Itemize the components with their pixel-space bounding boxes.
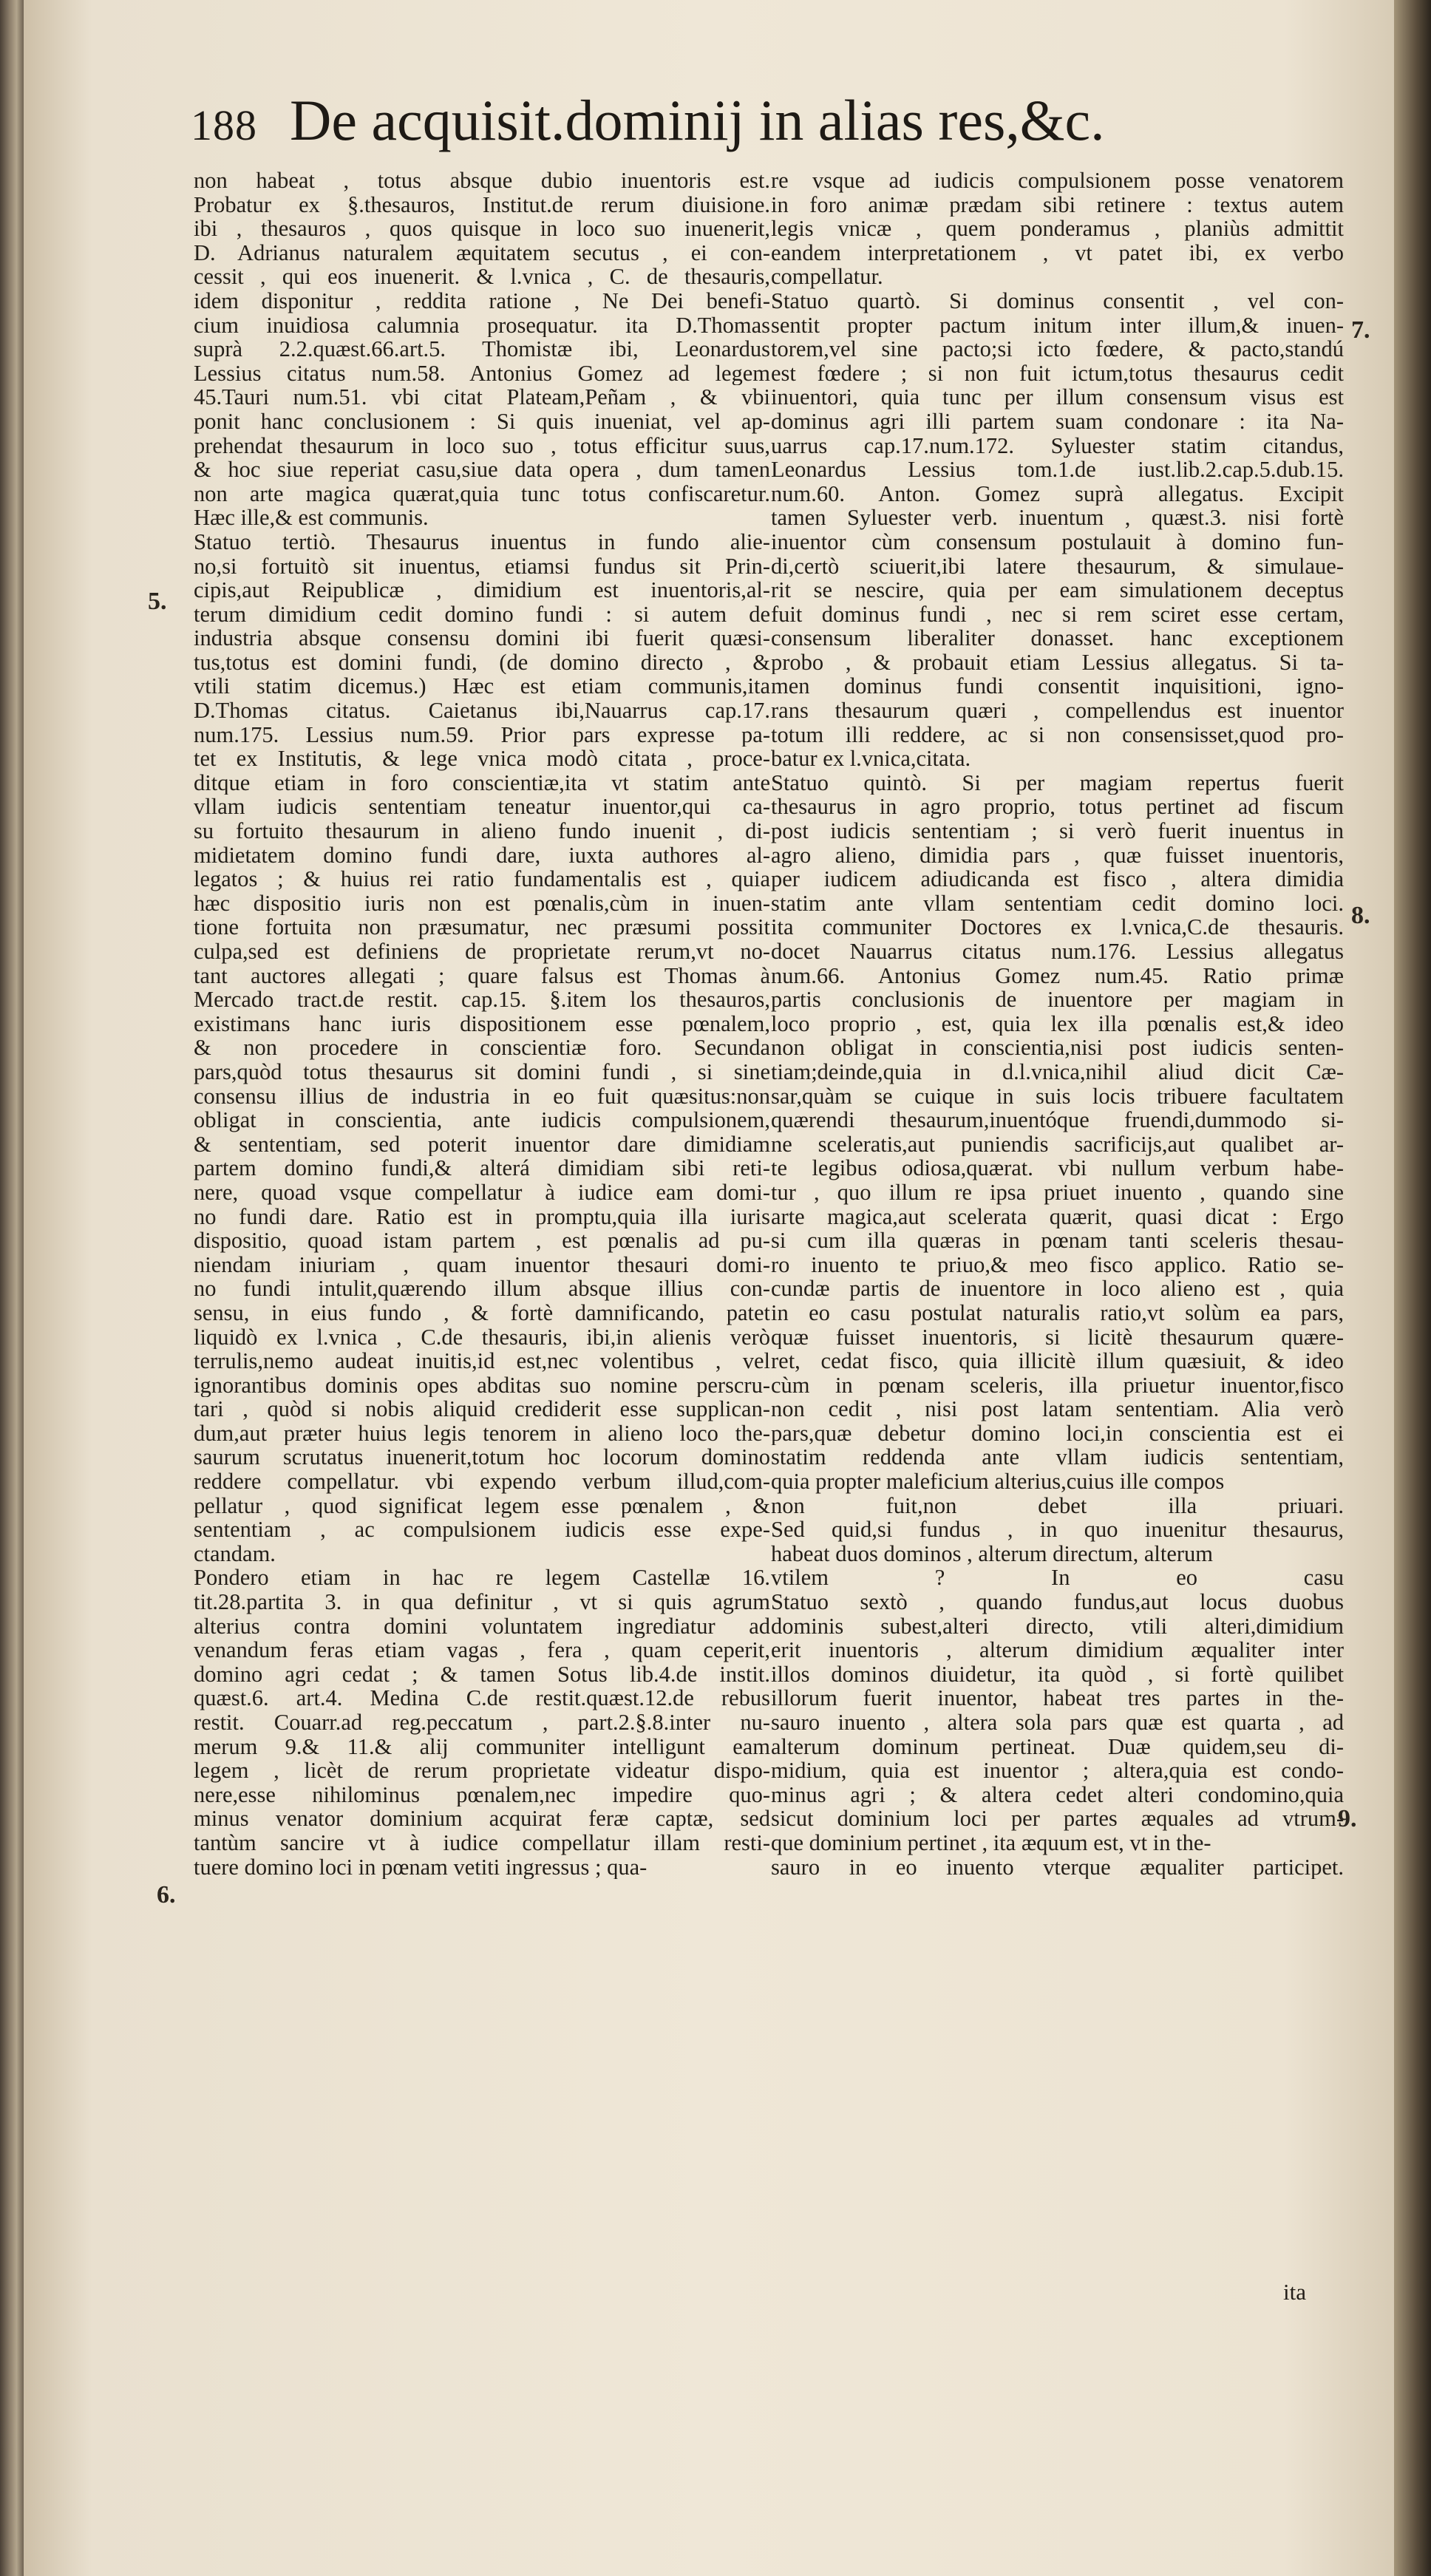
right-text-column [771,169,1344,1879]
text-line: no,si fortuitò sit inuentus, etiamsi fundus sit Prin- [194,554,770,579]
text-line: non obligat in conscientia,nisi post iudicis senten- [771,1036,1344,1060]
text-line: venandum feras etiam vagas , fera , quam ceperit, [194,1638,770,1662]
text-line: dominis subest,alteri directo, vtili alteri,dimidium [771,1614,1344,1639]
text-line: thesaurus in agro proprio, totus pertinet ad fiscum [771,795,1344,820]
text-line: sauro in eo inuento vterque æqualiter participet. [771,1855,1344,1880]
text-line: tione fortuita non præsumatur, nec præsumi possit [194,915,770,939]
text-line: rit se nescire, quia per eam simulationem deceptus [771,578,1344,602]
text-line: terum dimidium cedit domino fundi : si autem de [194,602,770,627]
margin-number-6: 6. [157,1881,176,1909]
text-line: & sententiam, sed poterit inuentor dare dimidiam [194,1132,770,1157]
text-line: tiam;deinde,quia in d.l.vnica,nihil aliud dicit Cæ- [771,1059,1344,1084]
text-line: men dominus fundi consentit inquisitioni, igno- [771,674,1344,699]
text-line: re vsque ad iudicis compulsionem posse venatorem [771,169,1344,193]
text-line: culpa,sed est definiens de proprietate rerum,vt no- [194,939,770,964]
text-line: sensu, in eius fundo , & fortè damnificando, patet [194,1300,770,1325]
text-line: legis vnicæ , quem ponderamus , planiùs admittit [771,217,1344,241]
left-text-column [194,169,770,1879]
text-line: vtili statim dicemus.) Hæc est etiam communis,ita [194,674,770,699]
text-line: non cedit , nisi post latam sententiam. Alia verò [771,1397,1344,1421]
text-line: alterius contra domini voluntatem ingrediatur ad [194,1614,770,1639]
text-line: tit.28.partita 3. in qua definitur , vt si quis agrum [194,1590,770,1614]
text-line: existimans hanc iuris dispositionem esse pœnalem, [194,1011,770,1036]
text-line: alterum dominum pertineat. Duæ quidem,seu di- [771,1734,1344,1759]
text-line: quærendi thesaurum,inuentóque fruendi,dummodo si- [771,1108,1344,1132]
text-line: tet ex Institutis, & lege vnica modò citata , proce- [194,747,770,771]
text-line: cipis,aut Reipublicæ , dimidium est inuentoris,al- [194,578,770,602]
text-line: compellatur. [771,265,883,289]
text-line: niendam iniuriam , quam inuentor thesauri domi- [194,1252,770,1277]
text-line: eandem interpretationem , vt patet ibi, ex verbo [771,240,1344,265]
text-line: dominus agri illi partem suam condonare : ita Na- [771,409,1344,434]
text-line: ditque etiam in foro conscientiæ,ita vt statim ante [194,770,770,795]
text-line: num.175. Lessius num.59. Prior pars expresse pa- [194,722,770,747]
text-line: torem,vel sine pacto;si icto fœdere, & pacto,standú [771,337,1344,361]
text-line: Probatur ex §.thesauros, Institut.de rerum diuisione. [194,192,770,217]
text-line: pars,quæ debetur domino loci,in conscientia est ei [771,1421,1344,1446]
text-line: num.66. Antonius Gomez num.45. Ratio primæ [771,963,1344,988]
text-line: no fundi dare. Ratio est in promptu,quia illa iuris [194,1204,770,1229]
text-line: ctandam. [194,1541,276,1566]
text-line: tus,totus est domini fundi, (de domino directo , & [194,650,770,675]
text-line: per iudicem adiudicanda est fisco , altera dimidia [771,867,1344,891]
text-line: quæst.6. art.4. Medina C.de restit.quæst.12.de rebus [194,1686,770,1710]
text-line: non fuit,non debet illa priuari. [771,1493,1344,1518]
text-line: tantùm sancire vt à iudice compellatur illam resti- [194,1830,770,1855]
text-line: Sed quid,si fundus , in quo inuenitur thesaurus, [771,1518,1344,1542]
text-line: quia propter maleficium alterius,cuius ille compos [771,1469,1225,1494]
text-line: Mercado tract.de restit. cap.15. §.item los thesauros, [194,988,770,1012]
text-line: est fœdere ; si non fuit ictum,totus thesaurus cedit [771,361,1344,386]
text-line: tant auctores allegati ; quare falsus est Thomas à [194,963,770,988]
text-line: midium, quia est inuentor ; altera,quia est condo- [771,1758,1344,1783]
text-line: rans thesaurum quæri , compellendus est inuentor [771,699,1344,723]
text-line: Statuo tertiò. Thesaurus inuentus in fundo alie- [194,529,770,554]
text-line: que dominium pertinet , ita æquum est, vt in the- [771,1830,1211,1855]
text-line: erit inuentoris , alterum dimidium æqualiter inter [771,1638,1344,1662]
text-line: ro inuento te priuo,& meo fisco applico. Ratio se- [771,1252,1344,1277]
text-line: te legibus odiosa,quærat. vbi nullum verbum habe- [771,1156,1344,1180]
page-header [191,87,1299,154]
text-line: in foro animæ prædam sibi retinere : textus autem [771,192,1344,217]
text-line: partis conclusionis de inuentore per magiam in [771,988,1344,1012]
text-line: di,certò sciuerit,ibi latere thesaurum, & simulaue- [771,554,1344,579]
book-spine-edge [0,0,24,2576]
text-line: suprà 2.2.quæst.66.art.5. Thomistæ ibi, Leonardus [194,337,770,361]
text-line: nere,esse nihilominus pœnalem,nec impedire quo- [194,1782,770,1807]
text-line: cium inuidiosa calumnia prosequatur. ita D.Thomas [194,313,770,338]
text-line: Leonardus Lessius tom.1.de iust.lib.2.cap.5.dub.15. [771,458,1344,482]
text-line: consensum liberaliter donasset. hanc exceptionem [771,626,1344,650]
page-edge-shadow [1394,0,1431,2576]
text-line: reddere compellatur. vbi expendo verbum illud,com- [194,1469,770,1494]
text-line: ibi , thesauros , quos quisque in loco suo inuenerit, [194,217,770,241]
text-line: sentit propter pactum initum inter illum,& inuen- [771,313,1344,338]
text-line: no fundi intulit,quærendo illum absque illius con- [194,1277,770,1301]
text-line: batur ex l.vnica,citata. [771,747,971,771]
text-line: statim ante vllam sententiam cedit domino loci. [771,891,1344,916]
text-line: uarrus cap.17.num.172. Syluester statim citandus, [771,433,1344,458]
margin-number-5: 5. [148,588,167,615]
text-line: pars,quòd totus thesaurus sit domini fundi , si sine [194,1059,770,1084]
text-line: D. Adrianus naturalem æquitatem secutus , ei con- [194,240,770,265]
text-line: & hoc siue reperiat casu,siue data opera , dum tamen [194,458,770,482]
text-line: statim reddenda ante vllam iudicis sententiam, [771,1445,1344,1470]
running-title: De acquisit.dominij in alias res,&c. [290,88,1105,152]
text-line: Statuo sextò , quando fundus,aut locus duobus [771,1590,1344,1614]
text-line: si cum illa quæras in pœnam tanti sceleris thesau- [771,1228,1344,1253]
text-line: ita communiter Doctores ex l.vnica,C.de thesauris. [771,915,1344,939]
text-line: tuere domino loci in pœnam vetiti ingressus ; qua- [194,1855,647,1880]
text-line: illorum fuerit inuentor, habeat tres partes in the- [771,1686,1344,1710]
text-line: domino agri cedat ; & tamen Sotus lib.4.de instit. [194,1662,770,1687]
text-line: Statuo quintò. Si per magiam repertus fuerit [771,770,1344,795]
text-line: vtilem ? In eo casu [771,1566,1344,1591]
text-line: dispositio, quoad istam partem , est pœnalis ad pu- [194,1228,770,1253]
text-line: cùm in pœnam sceleris, illa priuetur inuentor,fisco [771,1373,1344,1398]
catchword: ita [1283,2279,1306,2305]
text-line: Statuo quartò. Si dominus consentit , vel con- [771,288,1344,313]
text-line: illos dominos diuidetur, ita quòd , si fortè quilibet [771,1662,1344,1687]
text-line: cundæ partis de inuentore in loco alieno est , quia [771,1277,1344,1301]
text-line: partem domino fundi,& alterá dimidiam sibi reti- [194,1156,770,1180]
text-line: consensu illius de industria in eo fuit quæsitus:non [194,1084,770,1109]
text-line: sicut dominium loci per partes æquales ad vtrum- [771,1807,1344,1831]
text-line: industria absque consensu domini ibi fuerit quæsi- [194,626,770,650]
text-line: D.Thomas citatus. Caietanus ibi,Nauarrus cap.17. [194,699,770,723]
text-line: agro alieno, dimidia pars , quæ fuisset inuentoris, [771,843,1344,868]
text-line: dum,aut præter huius legis tenorem in alieno loco the- [194,1421,770,1446]
text-line: Lessius citatus num.58. Antonius Gomez ad legem [194,361,770,386]
text-line: restit. Couarr.ad reg.peccatum , part.2.§.8.inter nu- [194,1710,770,1735]
text-line: liquidò ex l.vnica , C.de thesauris, ibi,in alienis verò [194,1325,770,1350]
text-line: ponit hanc conclusionem : Si quis inueniat, vel ap- [194,409,770,434]
page-number: 188 [191,101,257,149]
text-line: nere, quoad vsque compellatur à iudice eam domi- [194,1180,770,1205]
text-line: midietatem domino fundi dare, iuxta authores al- [194,843,770,868]
text-line: legem , licèt de rerum proprietate videatur dispo- [194,1758,770,1783]
text-line: minus venator dominium acquirat feræ captæ, sed [194,1807,770,1831]
text-line: cessit , qui eos inuenerit. & l.vnica , C. de thesauris, [194,265,770,289]
text-line: saurum scrutatus inuenerit,totum hoc locorum domino [194,1445,770,1470]
text-line: terrulis,nemo audeat inuitis,id est,nec volentibus , vel [194,1349,770,1373]
margin-number-8: 8. [1351,902,1370,929]
text-line: non habeat , totus absque dubio inuentoris est. [194,169,770,193]
text-line: post iudicis sententiam ; si verò fuerit inuentus in [771,819,1344,843]
text-line: pellatur , quod significat legem esse pœnalem , & [194,1493,770,1518]
text-line: minus agri ; & altera cedet alteri condomino,quia [771,1782,1344,1807]
text-line: sententiam , ac compulsionem iudicis esse expe- [194,1518,770,1542]
text-line: vllam iudicis sententiam teneatur inuentor,qui ca- [194,795,770,820]
text-line: ignorantibus dominis opes abditas suo nomine perscru- [194,1373,770,1398]
text-line: hæc dispositio iuris non est pœnalis,cùm in inuen- [194,891,770,916]
text-line: idem disponitur , reddita ratione , Ne Dei benefi- [194,288,770,313]
text-line: arte magica,aut scelerata quærit, quasi dicat : Ergo [771,1204,1344,1229]
text-line: num.60. Anton. Gomez suprà allegatus. Excipit [771,481,1344,506]
text-line: tur , quo illum re ipsa priuet inuento , quando sine [771,1180,1344,1205]
text-line: merum 9.& 11.& alij communiter intelligunt eam [194,1734,770,1759]
text-line: legatos ; & huius rei ratio fundamentalis est , quia [194,867,770,891]
margin-number-7: 7. [1351,316,1370,344]
text-line: docet Nauarrus citatus num.176. Lessius allegatus [771,939,1344,964]
text-line: prehendat thesaurum in loco suo , totus efficitur suus, [194,433,770,458]
text-line: inuentor cùm consensum postulauit à domino fun- [771,529,1344,554]
text-line: tamen Syluester verb. inuentum , quæst.3. nisi fortè [771,506,1344,530]
margin-number-9: 9. [1338,1805,1357,1832]
text-line: habeat duos dominos , alterum directum, alterum [771,1541,1213,1566]
text-line: Pondero etiam in hac re legem Castellæ 16. [194,1566,770,1591]
text-line: totum illi reddere, ac si non consensisset,quod pro- [771,722,1344,747]
text-line: non arte magica quærat,quia tunc totus confiscaretur. [194,481,770,506]
text-line: inuentori, quia tunc per illum consensum visus est [771,385,1344,409]
text-line: tari , quòd si nobis aliquid crediderit esse supplican- [194,1397,770,1421]
text-line: in eo casu postulat naturalis ratio,vt solùm ea pars, [771,1300,1344,1325]
text-line: quæ fuisset inuentoris, si licitè thesaurum quære- [771,1325,1344,1350]
text-line: ne sceleratis,aut puniendis sacrificijs,aut qualibet ar- [771,1132,1344,1157]
text-line: loco proprio , est, quia lex illa pœnalis est,& ideo [771,1011,1344,1036]
text-line: sauro inuento , altera sola pars quæ est quarta , ad [771,1710,1344,1735]
text-line: su fortuito thesaurum in alieno fundo inuenit , di- [194,819,770,843]
text-line: ret, cedat fisco, quia illicitè illum quæsiuit, & ideo [771,1349,1344,1373]
text-line: probo , & probauit etiam Lessius allegatus. Si ta- [771,650,1344,675]
text-line: fuit dominus fundi , nec si rem sciret esse certam, [771,602,1344,627]
text-line: sar,quàm se cuique in suis locis tribuere facultatem [771,1084,1344,1109]
text-line: Hæc ille,& est communis. [194,506,429,530]
text-line: obligat in conscientia, ante iudicis compulsionem, [194,1108,770,1132]
text-line: & non procedere in conscientiæ foro. Secunda [194,1036,770,1060]
text-line: 45.Tauri num.51. vbi citat Plateam,Peñam , & vbi [194,385,770,409]
